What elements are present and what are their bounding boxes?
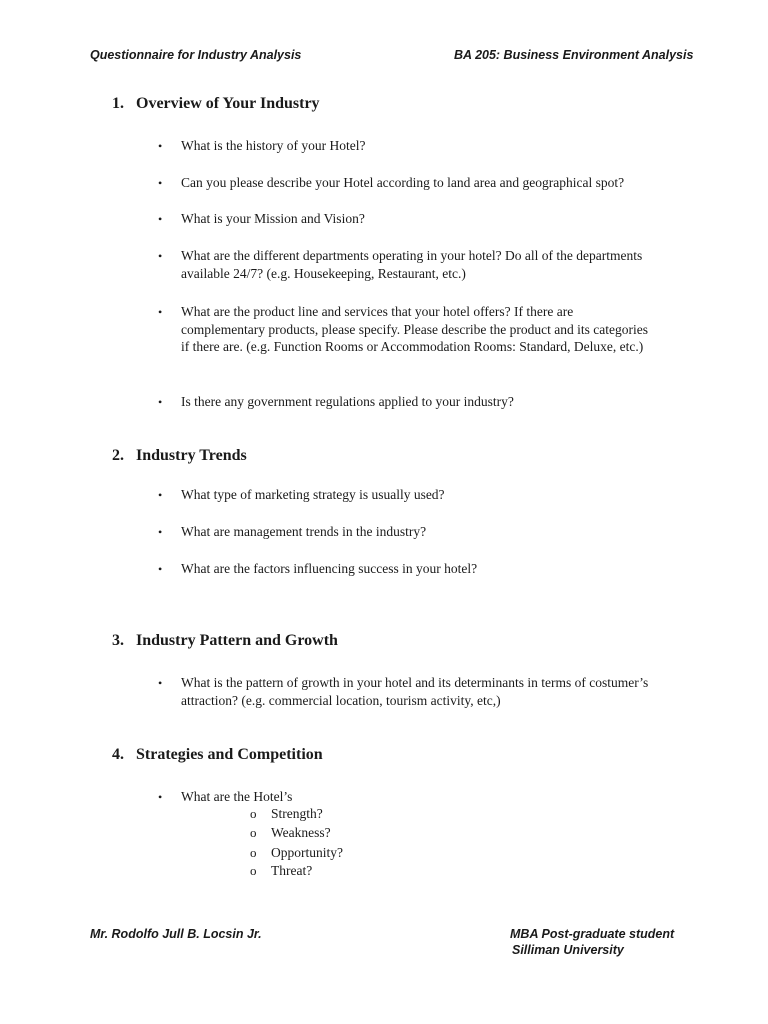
question-item: What is your Mission and Vision? <box>181 211 365 226</box>
bullet-icon: • <box>158 176 163 190</box>
question-item: What are the Hotel’s <box>181 789 293 804</box>
section-title: Strategies and Competition <box>136 746 323 763</box>
section-number: 3. <box>112 632 124 649</box>
bullet-icon: • <box>158 139 163 153</box>
question-item: What is the pattern of growth in your hotel and its determinants in terms of costumer’s attraction? (e.g. commercial location, tourism activity, etc,) <box>181 675 649 708</box>
question-item: What are the different departments operating in your hotel? Do all of the departments available 24/7? (e.g. Housekeeping, Restaurant, etc.) <box>181 248 643 281</box>
bullet-icon: • <box>158 212 163 226</box>
header-right: BA 205: Business Environment Analysis <box>454 48 694 62</box>
bullet-icon: • <box>158 305 163 319</box>
question-item: Is there any government regulations applied to your industry? <box>181 394 514 409</box>
section-number: 1. <box>112 95 124 112</box>
bullet-icon: • <box>158 525 163 539</box>
sub-item-weakness: Weakness? <box>271 825 331 840</box>
footer-author: Mr. Rodolfo Jull B. Locsin Jr. <box>90 927 262 941</box>
header-left: Questionnaire for Industry Analysis <box>90 48 302 62</box>
sub-bullet-icon: o <box>250 825 257 840</box>
sub-bullet-icon: o <box>250 806 257 821</box>
question-item: What type of marketing strategy is usually used? <box>181 487 445 502</box>
bullet-icon: • <box>158 676 163 690</box>
sub-item-threat: Threat? <box>271 863 313 878</box>
section-title: Overview of Your Industry <box>136 95 320 112</box>
bullet-icon: • <box>158 395 163 409</box>
section-number: 4. <box>112 746 124 763</box>
section-title: Industry Pattern and Growth <box>136 632 338 649</box>
sub-item-opportunity: Opportunity? <box>271 845 343 860</box>
question-item: What are management trends in the industry? <box>181 524 427 539</box>
section-number: 2. <box>112 447 124 464</box>
footer-school: Silliman University <box>512 943 624 957</box>
bullet-icon: • <box>158 488 163 502</box>
footer-role: MBA Post-graduate student <box>510 927 675 941</box>
section-title: Industry Trends <box>136 447 247 464</box>
question-item: What are the product line and services that your hotel offers? If there are complementary products, please specify. Please describe the product and its categories if there are. (e.g. Function Rooms or Accommodation Rooms: Standard, Deluxe, etc.) <box>181 304 648 354</box>
bullet-icon: • <box>158 562 163 576</box>
bullet-icon: • <box>158 249 163 263</box>
question-item: Can you please describe your Hotel according to land area and geographical spot? <box>181 175 625 190</box>
question-item: What is the history of your Hotel? <box>181 138 366 153</box>
sub-item-strength: Strength? <box>271 806 323 821</box>
sub-bullet-icon: o <box>250 845 257 860</box>
bullet-icon: • <box>158 790 163 804</box>
question-item: What are the factors influencing success in your hotel? <box>181 561 478 576</box>
sub-bullet-icon: o <box>250 863 257 878</box>
